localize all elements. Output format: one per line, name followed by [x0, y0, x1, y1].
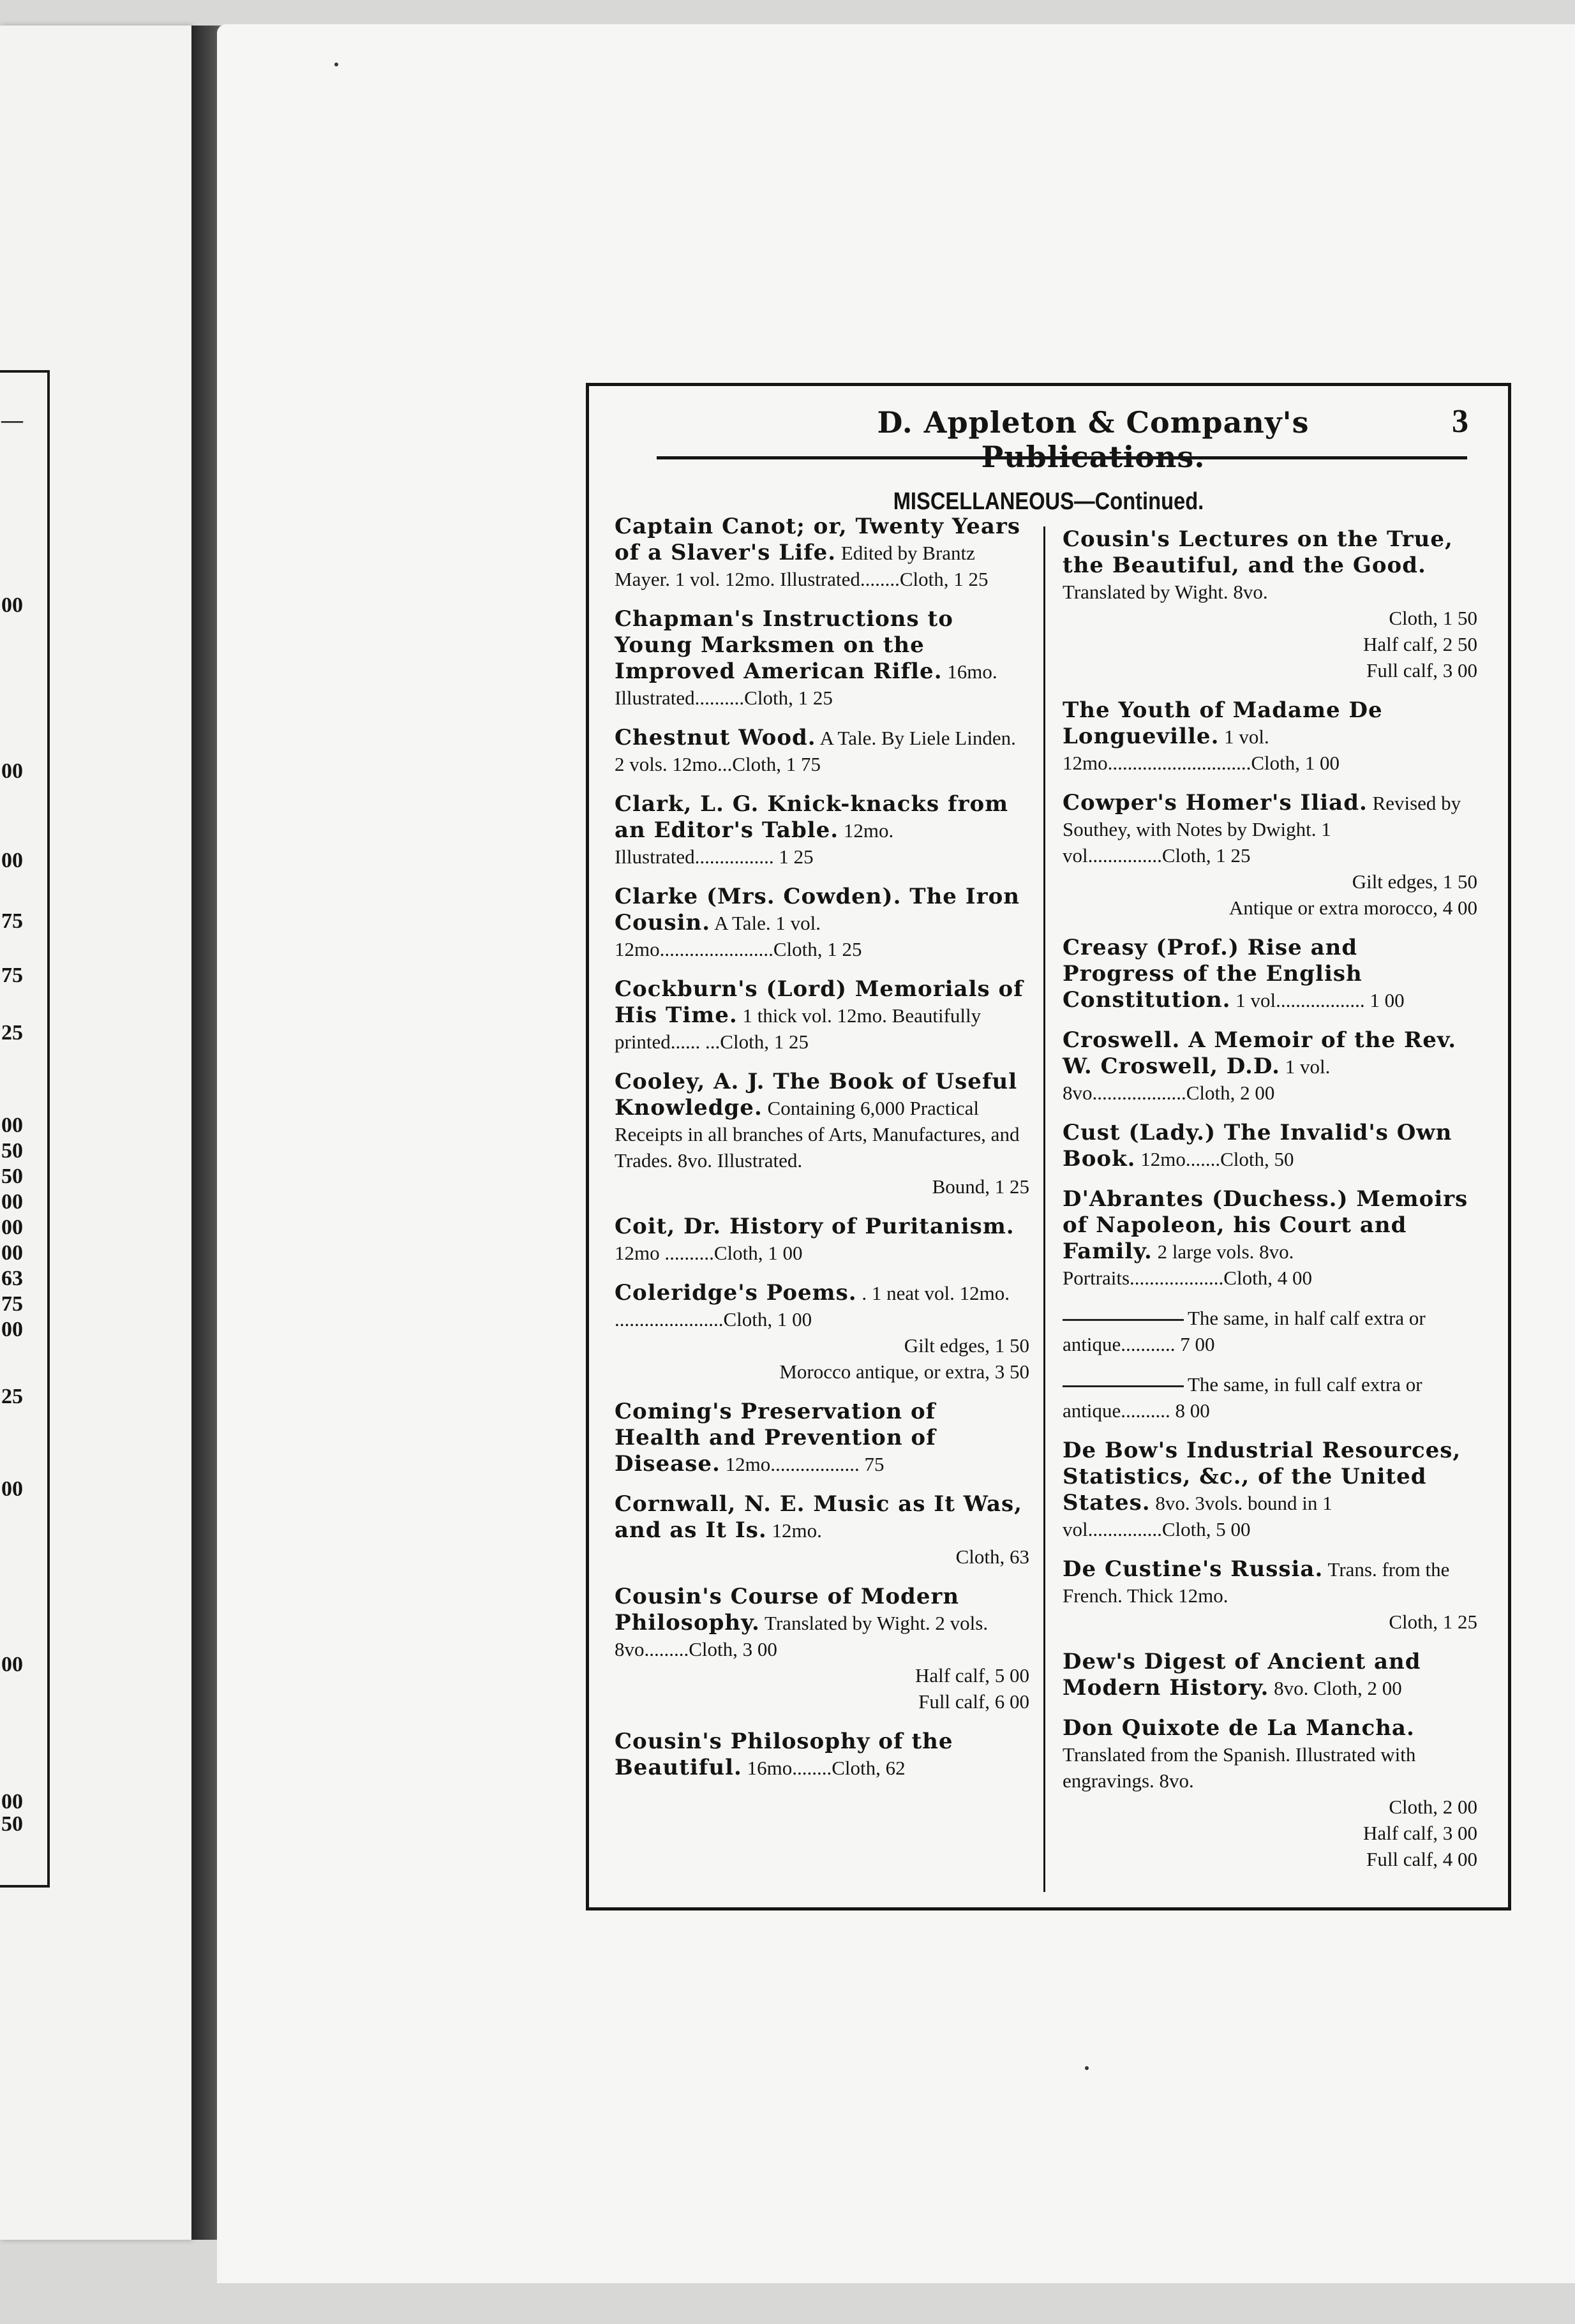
entry-text	[615, 1069, 1029, 1173]
entry-description: The same, in full calf extra or antique.......... 8 00	[1063, 1373, 1422, 1422]
entry-description: 12mo. Illustrated................ 1 25	[615, 819, 894, 868]
entry-text	[1063, 1027, 1477, 1106]
facing-page-fragment: 00	[1, 1241, 23, 1265]
paper-speck	[334, 63, 338, 66]
entry-description: Translated from the Spanish. Illustrated with engravings. 8vo.	[1063, 1743, 1416, 1792]
entry-price: Gilt edges, 1 50	[904, 1334, 1029, 1357]
catalog-entry	[1063, 1120, 1477, 1172]
entry-text	[1063, 1649, 1477, 1701]
entry-title: Cousin's Lectures on the True, the Beautiful, and the Good.	[1063, 526, 1453, 578]
entry-price: Antique or extra morocco, 4 00	[1228, 897, 1477, 919]
facing-page-fragment: 75	[1, 964, 23, 987]
ditto-dash	[1063, 1319, 1184, 1321]
facing-page-fragment: 25	[1, 1021, 23, 1045]
catalog-entry	[615, 976, 1029, 1055]
entry-text	[1063, 1371, 1477, 1424]
facing-page-fragment: 00	[1, 1190, 23, 1214]
entry-description: Trans. from the French. Thick 12mo.	[1063, 1558, 1450, 1607]
entry-description: 16mo. Illustrated..........Cloth, 1 25	[615, 660, 997, 709]
facing-page-fragment: 00	[1, 1790, 23, 1814]
facing-page-fragment: 00	[1, 1216, 23, 1239]
facing-page-fragment: 00	[1, 759, 23, 783]
entry-title: Chestnut Wood.	[615, 725, 816, 750]
entry-description: Translated by Wight. 2 vols. 8vo.........Cloth, 3 00	[615, 1612, 989, 1660]
entry-text	[1063, 1715, 1477, 1794]
entry-price: Full calf, 4 00	[1366, 1848, 1477, 1870]
catalog-entry	[615, 725, 1029, 777]
catalog-entry	[615, 1491, 1029, 1570]
catalog-entry	[1063, 697, 1477, 776]
catalog-entry	[1063, 935, 1477, 1013]
entry-price: Bound, 1 25	[932, 1175, 1029, 1198]
catalog-entry	[615, 606, 1029, 711]
catalog-entry	[1063, 1371, 1477, 1424]
entry-price: Cloth, 63	[955, 1546, 1029, 1568]
entry-text	[1063, 935, 1477, 1013]
facing-page-fragment: 00	[1, 1477, 23, 1501]
catalog-entry	[615, 1584, 1029, 1715]
entry-description: Containing 6,000 Practical Receipts in all branches of Arts, Manufactures, and Trades. 8vo. Illustrated.	[615, 1097, 1020, 1172]
catalog-entry	[1063, 1438, 1477, 1542]
entry-title: The Youth of Madame De Longueville.	[1063, 697, 1383, 749]
header-rule	[657, 456, 1467, 459]
entry-title: D'Abrantes (Duchess.) Memoirs of Napoleon, his Court and Family.	[1063, 1186, 1468, 1264]
entry-description: 8vo. 3vols. bound in 1 vol...............Cloth, 5 00	[1063, 1492, 1332, 1540]
facing-page-fragment: 50	[1, 1812, 23, 1836]
ditto-dash	[1063, 1385, 1184, 1387]
catalog-entry	[1063, 790, 1477, 921]
entry-title: De Custine's Russia.	[1063, 1556, 1324, 1582]
facing-page-fragment: 50	[1, 1139, 23, 1163]
entry-title: Cornwall, N. E. Music as It Was, and as It Is.	[615, 1491, 1022, 1543]
entry-text	[615, 884, 1029, 962]
facing-page-fragment: 75	[1, 909, 23, 933]
entry-description: 1 thick vol. 12mo. Beautifully printed...... ...Cloth, 1 25	[615, 1004, 982, 1053]
entry-price: Gilt edges, 1 50	[1352, 870, 1477, 893]
entry-description: 12mo.................. 75	[725, 1453, 885, 1475]
entry-title: Don Quixote de La Mancha.	[1063, 1715, 1415, 1741]
facing-page-fragment: 25	[1, 1385, 23, 1408]
facing-page-fragment: —	[1, 408, 23, 432]
entry-description: Translated by Wight. 8vo.	[1063, 581, 1268, 603]
facing-page-fragment: 00	[1, 849, 23, 872]
entry-text	[1063, 1120, 1477, 1172]
entry-price: Half calf, 2 50	[1362, 633, 1477, 655]
catalog-entry	[615, 1280, 1029, 1385]
entry-price: Full calf, 3 00	[1366, 659, 1477, 682]
catalog-entry	[1063, 526, 1477, 683]
entry-text	[1063, 1438, 1477, 1542]
entry-text	[615, 1584, 1029, 1662]
catalog-entry	[615, 791, 1029, 870]
catalog-entry	[1063, 1715, 1477, 1872]
facing-page-fragment: 50	[1, 1165, 23, 1188]
catalog-entry	[615, 1399, 1029, 1477]
entry-price: Full calf, 6 00	[918, 1690, 1029, 1713]
entry-text	[615, 606, 1029, 711]
entry-description: 1 vol.................. 1 00	[1235, 989, 1405, 1011]
entry-text	[615, 1729, 1029, 1781]
entry-price: Half calf, 3 00	[1362, 1822, 1477, 1844]
facing-page	[0, 26, 191, 2240]
entry-description: 12mo.......Cloth, 50	[1140, 1148, 1294, 1170]
entry-title: Creasy (Prof.) Rise and Progress of the English Constitution.	[1063, 935, 1362, 1013]
entry-text	[615, 514, 1029, 592]
catalog-frame	[586, 383, 1511, 1911]
right-column	[1063, 526, 1477, 1886]
entry-description: 1 vol. 8vo...................Cloth, 2 00	[1063, 1055, 1331, 1104]
catalog-entry	[615, 1069, 1029, 1200]
entry-description: 8vo. Cloth, 2 00	[1274, 1677, 1402, 1699]
entry-description: A Tale. By Liele Linden. 2 vols. 12mo...Cloth, 1 75	[615, 727, 1016, 775]
entry-description: 12mo ..........Cloth, 1 00	[615, 1242, 803, 1264]
entry-text	[615, 1399, 1029, 1477]
catalog-entry	[615, 514, 1029, 592]
entry-title: Coming's Preservation of Health and Prevention of Disease.	[615, 1399, 936, 1477]
left-column	[615, 514, 1029, 1795]
paper-speck	[1085, 2066, 1089, 2070]
entry-title: Coleridge's Poems.	[615, 1280, 857, 1306]
page-number: 3	[1452, 403, 1468, 440]
entry-price: Morocco antique, or extra, 3 50	[779, 1360, 1029, 1383]
entry-title: Cooley, A. J. The Book of Useful Knowledge.	[615, 1069, 1018, 1121]
entry-title: Cousin's Course of Modern Philosophy.	[615, 1584, 960, 1635]
entry-text	[615, 791, 1029, 870]
entry-title: Chapman's Instructions to Young Marksmen on the Improved American Rifle.	[615, 606, 953, 684]
entry-description: 1 vol. 12mo.............................Cloth, 1 00	[1063, 726, 1340, 774]
entry-title: De Bow's Industrial Resources, Statistics, &c., of the United States.	[1063, 1438, 1461, 1516]
facing-page-fragment: 00	[1, 1318, 23, 1341]
entry-description: Edited by Brantz Mayer. 1 vol. 12mo. Illustrated........Cloth, 1 25	[615, 542, 989, 590]
entry-price: Cloth, 1 50	[1389, 607, 1477, 629]
entry-text	[1063, 1556, 1477, 1609]
catalog-entry	[615, 884, 1029, 962]
catalog-entry	[615, 1214, 1029, 1266]
entry-price: Cloth, 2 00	[1389, 1796, 1477, 1818]
entry-description: A Tale. 1 vol. 12mo.......................Cloth, 1 25	[615, 912, 862, 960]
section-title: MISCELLANEOUS—Continued.	[893, 488, 1204, 515]
facing-page-fragment: 00	[1, 1114, 23, 1137]
entry-price: Half calf, 5 00	[914, 1664, 1029, 1687]
entry-description: The same, in half calf extra or antique........... 7 00	[1063, 1307, 1426, 1355]
catalog-entry	[1063, 1305, 1477, 1357]
catalog-entry	[1063, 1186, 1477, 1291]
entry-text	[1063, 1305, 1477, 1357]
entry-price: Cloth, 1 25	[1389, 1611, 1477, 1633]
entry-title: Clark, L. G. Knick-knacks from an Editor's Table.	[615, 791, 1009, 843]
entry-title: Croswell. A Memoir of the Rev. W. Croswell, D.D.	[1063, 1027, 1457, 1079]
catalog-entry	[1063, 1556, 1477, 1635]
facing-page-fragment: 75	[1, 1292, 23, 1316]
book-page	[217, 24, 1575, 2283]
entry-description: . 1 neat vol. 12mo. ......................Cloth, 1 00	[615, 1282, 1010, 1330]
entry-title: Cockburn's (Lord) Memorials of His Time.	[615, 976, 1024, 1028]
catalog-entry	[1063, 1027, 1477, 1106]
catalog-entry	[1063, 1649, 1477, 1701]
entry-text	[1063, 1186, 1477, 1291]
entry-description: 16mo........Cloth, 62	[747, 1757, 906, 1779]
entry-text	[1063, 526, 1477, 605]
entry-title: Clarke (Mrs. Cowden). The Iron Cousin.	[615, 884, 1020, 935]
entry-text	[615, 1214, 1029, 1266]
entry-text	[615, 976, 1029, 1055]
column-divider	[1043, 526, 1045, 1892]
entry-text	[615, 725, 1029, 777]
entry-title: Captain Canot; or, Twenty Years of a Slaver's Life.	[615, 514, 1020, 565]
entry-text	[1063, 697, 1477, 776]
facing-page-fragment: 00	[1, 593, 23, 617]
entry-title: Cust (Lady.) The Invalid's Own Book.	[1063, 1120, 1452, 1172]
running-header: D. Appleton & Company's Publications.	[877, 405, 1310, 474]
entry-title: Cousin's Philosophy of the Beautiful.	[615, 1729, 953, 1780]
entry-text	[1063, 790, 1477, 868]
facing-page-fragment: 00	[1, 1653, 23, 1676]
entry-description: 12mo.	[772, 1519, 822, 1542]
entry-description: 2 large vols. 8vo. Portraits...................Cloth, 4 00	[1063, 1240, 1312, 1289]
entry-text	[615, 1491, 1029, 1544]
catalog-entry	[615, 1729, 1029, 1781]
entry-text	[615, 1280, 1029, 1332]
facing-page-fragment: 63	[1, 1267, 23, 1290]
entry-title: Cowper's Homer's Iliad.	[1063, 790, 1368, 816]
entry-title: Dew's Digest of Ancient and Modern History.	[1063, 1649, 1421, 1701]
entry-description: Revised by Southey, with Notes by Dwight. 1 vol...............Cloth, 1 25	[1063, 792, 1461, 867]
entry-title: Coit, Dr. History of Puritanism.	[615, 1214, 1015, 1239]
